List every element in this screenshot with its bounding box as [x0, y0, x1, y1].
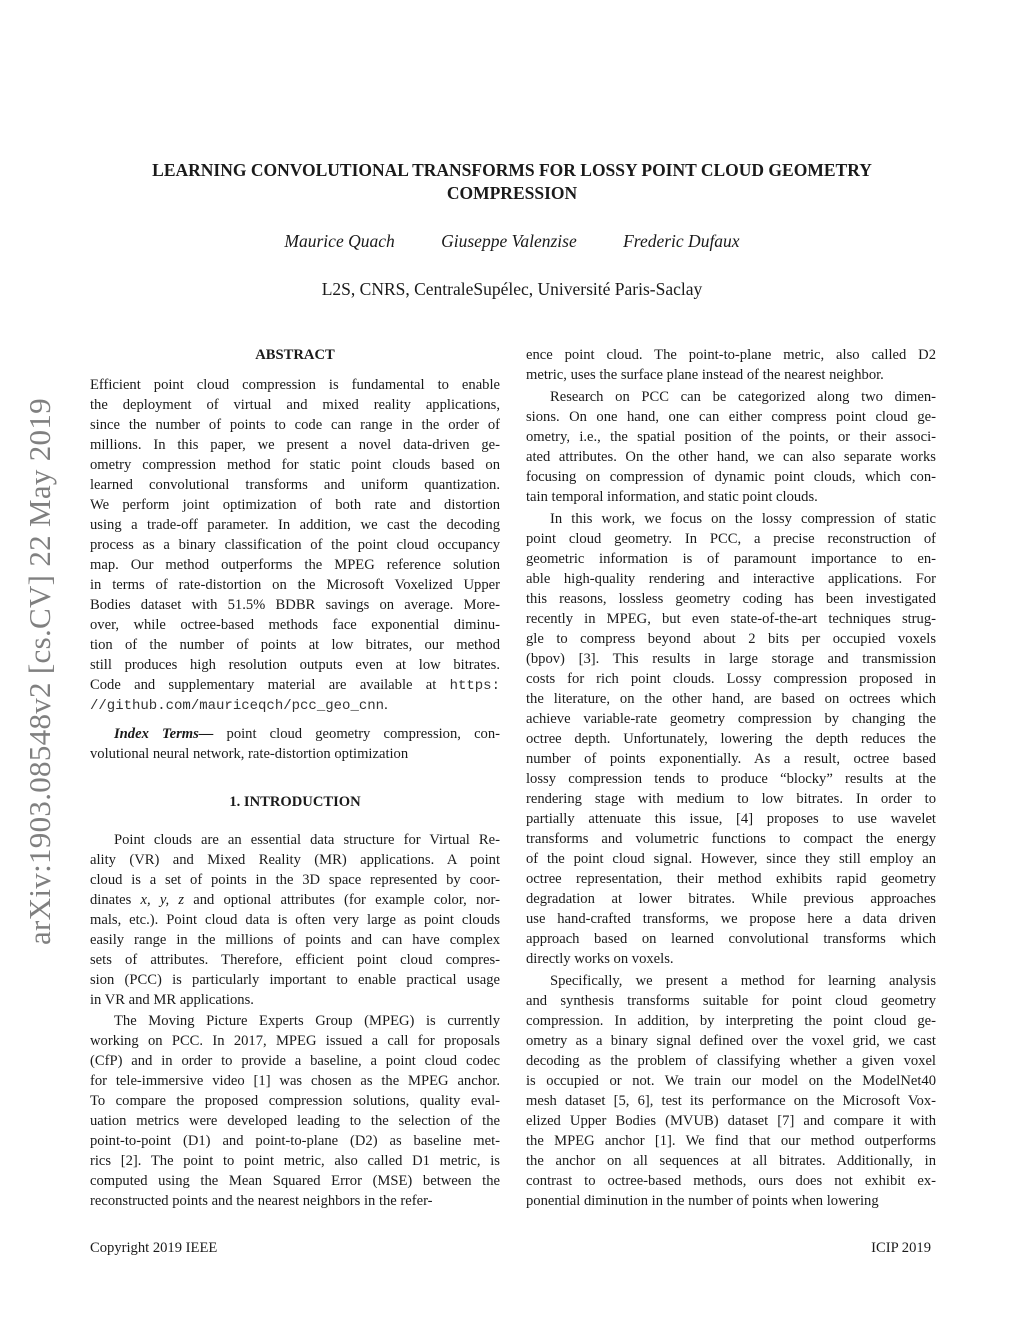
text-line: (bpov) [3]. This results in large storage and transmission [526, 651, 936, 667]
text-line: ponential diminution in the number of points when lowering [526, 1193, 879, 1209]
text-line: transforms and volumetric functions to compact the energy [526, 831, 936, 847]
index-terms-label: Index Terms— [114, 726, 214, 742]
author: Frederic Dufaux [623, 231, 740, 251]
text-line: ometry compression method for static point clouds based on [90, 457, 500, 473]
text-line: We perform joint optimization of both rate and distortion [90, 497, 500, 513]
text-line [90, 675, 500, 695]
text-line: recently in MPEG, but even state-of-the-art techniques strug- [526, 611, 936, 627]
text-line: To compare the proposed compression solutions, quality eval- [90, 1093, 500, 1109]
intro-paragraph [90, 830, 500, 1010]
conference-footer: ICIP 2019 [871, 1240, 931, 1256]
text-line: (CfP) and in order to provide a baseline, a point cloud codec [90, 1053, 500, 1069]
text-line: ality (VR) and Mixed Reality (MR) applications. A point [90, 852, 500, 868]
text-line: contrast to octree-based methods, ours does not exhibit ex- [526, 1173, 936, 1189]
text-line: The Moving Picture Experts Group (MPEG) is currently [114, 1013, 500, 1029]
abstract-paragraph [90, 375, 500, 715]
text-line: for tele-immersive video [1] was chosen as the MPEG anchor. [90, 1073, 500, 1089]
text-line: ometry as a binary signal defined over the voxel grid, we cast [526, 1033, 936, 1049]
body-paragraph [526, 387, 936, 507]
text-line: elized Upper Bodies (MVUB) dataset [7] and compare it with [526, 1113, 936, 1129]
body-paragraph [526, 971, 936, 1211]
text-line: over, while octree-based methods face exponential diminu- [90, 617, 500, 633]
text-segment: x, y, z [140, 892, 185, 908]
text-segment: and optional attributes (for example color, nor- [184, 892, 500, 908]
text-line: since the number of points to code can range in the order of [90, 417, 500, 433]
body-paragraph [526, 345, 936, 385]
text-line [90, 695, 500, 715]
text-line: map. Our method outperforms the MPEG reference solution [90, 557, 500, 573]
text-line: mals, etc.). Point cloud data is often very large as point clouds [90, 912, 500, 928]
text-line: using a trade-off parameter. In addition, we cast the decoding [90, 517, 500, 533]
text-line: mesh dataset [5, 6], test its performance on the Microsoft Vox- [526, 1093, 936, 1109]
text-line: Specifically, we present a method for learning analysis [550, 973, 936, 989]
text-line: octree representation, their method exhibits rapid geometry [526, 871, 936, 887]
text-line: octree depth. Unfortunately, lowering the depth reduces the [526, 731, 936, 747]
text-segment: point cloud geometry compression, con- [213, 726, 500, 742]
text-line: working on PCC. In 2017, MPEG issued a call for proposals [90, 1033, 500, 1049]
text-line: volutional neural network, rate-distortion optimization [90, 746, 409, 762]
index-terms [90, 724, 500, 764]
text-line: tain temporal information, and static point clouds. [526, 489, 818, 505]
text-line: still produces high resolution outputs even at low bitrates. [90, 657, 500, 673]
author: Giuseppe Valenzise [441, 231, 577, 251]
text-line: approach based on learned convolutional transforms which [526, 931, 936, 947]
text-line: cloud is a set of points in the 3D space represented by coor- [90, 872, 500, 888]
title-line: LEARNING CONVOLUTIONAL TRANSFORMS FOR LOSSY POINT CLOUD GEOMETRY [152, 160, 872, 180]
authors [0, 231, 1024, 252]
text-line: partially attenuate this issue, [4] proposes to use wavelet [526, 811, 936, 827]
text-line: Efficient point cloud compression is fundamental to enable [90, 377, 500, 393]
arxiv-identifier: arXiv:1903.08548v2 [cs.CV] 22 May 2019 [22, 398, 57, 945]
text-line: ence point cloud. The point-to-plane metric, also called D2 [526, 347, 936, 363]
text-line: point cloud geometry. In PCC, a precise reconstruction of [526, 531, 936, 547]
abstract-heading: ABSTRACT [255, 347, 335, 363]
text-line: sets of attributes. Therefore, efficient point cloud compres- [90, 952, 500, 968]
text-line: focusing on compression of dynamic point clouds, which con- [526, 469, 936, 485]
text-line: sion (PCC) is particularly important to enable practical usage [90, 972, 500, 988]
affiliation: L2S, CNRS, CentraleSupélec, Université Paris-Saclay [321, 279, 703, 299]
text-line: sions. On one hand, one can either compress point cloud ge- [526, 409, 936, 425]
text-line: easily range in the millions of points and can have complex [90, 932, 500, 948]
text-line: process as a binary classification of the point cloud occupancy [90, 537, 500, 553]
text-line: rendering stage with medium to low bitrates. In order to [526, 791, 936, 807]
text-line: computed using the Mean Squared Error (MSE) between the [90, 1173, 500, 1189]
text-line [90, 890, 500, 910]
text-line: Research on PCC can be categorized along two dimen- [550, 389, 936, 405]
text-line: Point clouds are an essential data structure for Virtual Re- [114, 832, 500, 848]
text-line: gle to compress beyond about 2 bits per occupied voxels [526, 631, 936, 647]
text-line: is occupied or not. We train our model on the ModelNet40 [526, 1073, 936, 1089]
text-line: the MPEG anchor [1]. We find that our method outperforms [526, 1133, 936, 1149]
text-line: of the point cloud signal. However, since they still employ an [526, 851, 936, 867]
title-line: COMPRESSION [446, 183, 578, 203]
text-line: in terms of rate-distortion on the Microsoft Voxelized Upper [90, 577, 500, 593]
text-line: the deployment of virtual and mixed reality applications, [90, 397, 500, 413]
text-line: millions. In this paper, we present a novel data-driven ge- [90, 437, 500, 453]
text-line: in VR and MR applications. [90, 992, 254, 1008]
copyright-footer: Copyright 2019 IEEE [90, 1240, 218, 1256]
text-line: Bodies dataset with 51.5% BDBR savings on average. More- [90, 597, 500, 613]
text-line: directly works on voxels. [526, 951, 674, 967]
text-line: number of points exponentially. As a result, octree based [526, 751, 936, 767]
text-line: and synthesis transforms suitable for point cloud geometry [526, 993, 936, 1009]
text-line: tion of the number of points at low bitrates, our method [90, 637, 500, 653]
author: Maurice Quach [284, 231, 395, 251]
text-line: the literature, on the other hand, are based on octrees which [526, 691, 936, 707]
text-segment: Code and supplementary material are available at [90, 677, 450, 693]
text-line: point-to-point (D1) and point-to-plane (D2) as baseline met- [90, 1133, 500, 1149]
text-line: geometric information is of paramount importance to en- [526, 551, 936, 567]
introduction-heading: 1. INTRODUCTION [229, 794, 361, 810]
text-line: ometry, i.e., the spatial position of the points, or their associ- [526, 429, 936, 445]
intro-paragraph [90, 1011, 500, 1211]
text-line: able high-quality rendering and interactive applications. For [526, 571, 936, 587]
text-line: achieve variable-rate geometry compression by changing the [526, 711, 936, 727]
code-url-link[interactable]: https: [449, 678, 500, 694]
text-line: learned convolutional transforms and uniform quantization. [90, 477, 500, 493]
text-line: uation metrics were developed leading to the selection of the [90, 1113, 500, 1129]
text-segment: dinates [90, 892, 141, 908]
text-line: decoding as the problem of classifying whether a given voxel [526, 1053, 936, 1069]
text-line: In this work, we focus on the lossy compression of static [550, 511, 936, 527]
text-line: compression. In addition, by interpreting the point cloud ge- [526, 1013, 936, 1029]
text-line: ated attributes. On the other hand, we can also separate works [526, 449, 936, 465]
text-line: degradation at lower bitrates. While previous approaches [526, 891, 936, 907]
text-line: rics [2]. The point to point metric, also called D1 metric, is [90, 1153, 500, 1169]
text-segment: . [384, 697, 388, 713]
text-line: reconstructed points and the nearest neighbors in the refer- [90, 1193, 433, 1209]
code-url-link[interactable]: //github.com/mauriceqch/pcc_geo_cnn [90, 698, 385, 714]
text-line: use hand-crafted transforms, we propose here a data driven [526, 911, 936, 927]
body-paragraph [526, 509, 936, 969]
text-line: this reasons, lossless geometry coding has been investigated [526, 591, 936, 607]
paper-title [0, 159, 1024, 205]
text-line: costs for rich point clouds. Lossy compression proposed in [526, 671, 936, 687]
text-line: metric, uses the surface plane instead of the nearest neighbor. [526, 367, 884, 383]
text-line [90, 724, 500, 744]
text-line: lossy compression tends to produce “blocky” results at the [526, 771, 936, 787]
text-line: the anchor on all sequences at all bitrates. Additionally, in [526, 1153, 936, 1169]
